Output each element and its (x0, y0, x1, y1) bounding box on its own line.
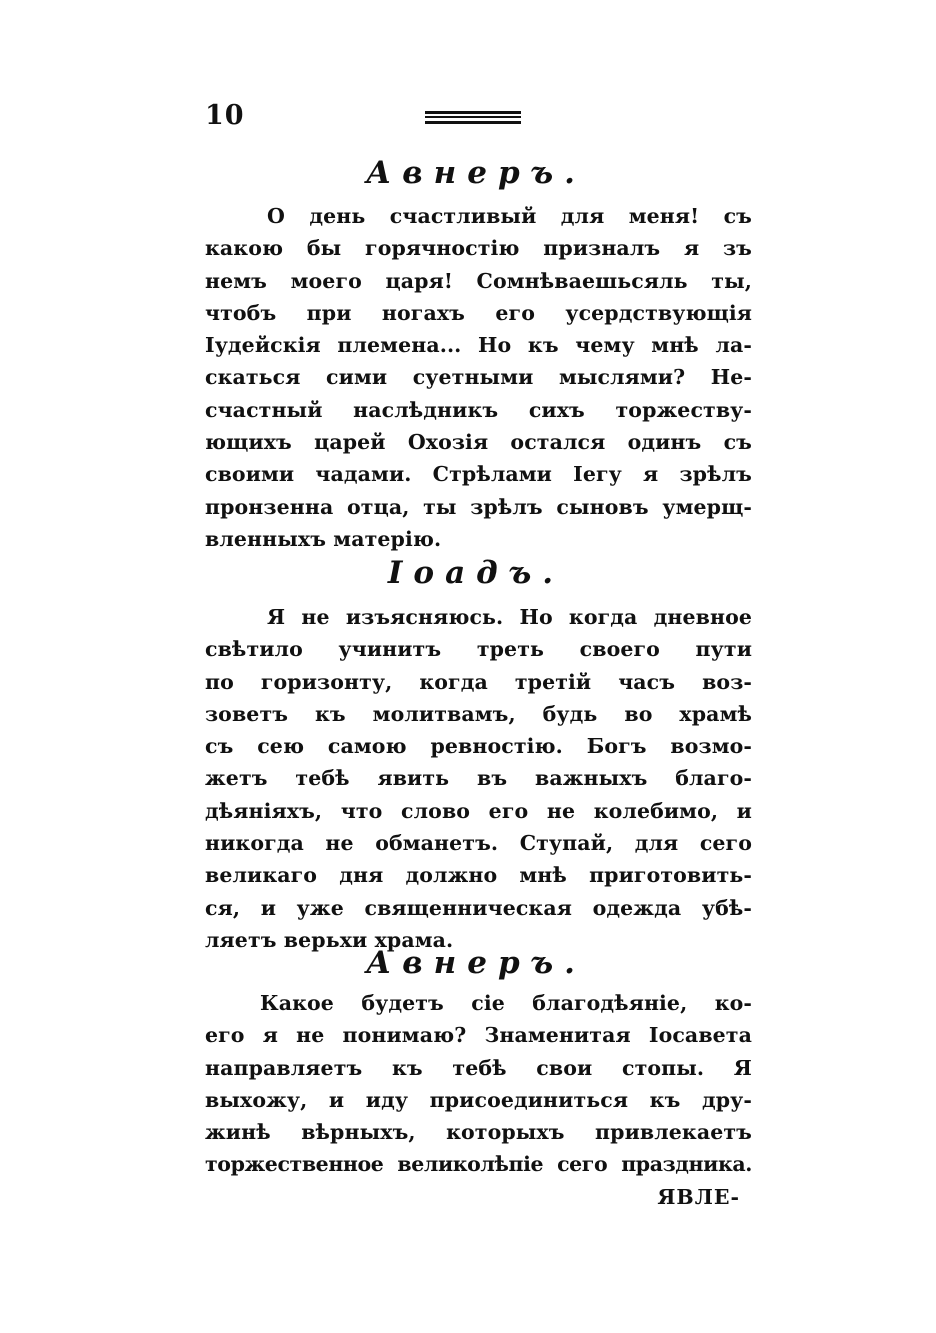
catchword: ЯВЛЕ- (657, 1185, 740, 1209)
text-line: его я не понимаю? Знаменитая Іосавета (205, 1023, 752, 1048)
speech-paragraph-abner-2 (205, 987, 752, 1181)
text-line: счастный наслѣдникъ сихъ торжеству- (205, 397, 752, 422)
text-line: по горизонту, когда третій часъ воз- (205, 669, 752, 694)
text-line: съ сею самою ревностію. Богъ возмо- (205, 734, 752, 759)
header-rule (425, 111, 521, 125)
text-line: пронзенна отца, ты зрѣлъ сыновъ умерщ- (205, 494, 752, 519)
text-line: немъ моего царя! Сомнѣваешьсяль ты, (205, 268, 752, 293)
text-line: великаго дня должно мнѣ приготовить- (205, 863, 752, 888)
text-line: ющихъ царей Охозія остался одинъ съ (205, 430, 752, 455)
text-line: зоветъ къ молитвамъ, будь во храмѣ (205, 701, 752, 726)
text-line: какою бы горячностію призналъ я зъ (205, 236, 752, 261)
text-line: ляетъ верьхи храма. (205, 927, 454, 952)
speaker-heading-joad: Іоадъ. (387, 555, 565, 591)
text-line: никогда не обманетъ. Ступай, для сего (205, 831, 752, 856)
text-line: вленныхъ матерію. (205, 526, 442, 551)
speech-paragraph-joad (205, 601, 752, 956)
text-line: выхожу, и иду присоединиться къ дру- (205, 1087, 752, 1112)
speaker-heading-abner-1: Авнеръ. (366, 155, 586, 191)
text-line: Какое будетъ сіе благодѣяніе, ко- (260, 991, 752, 1015)
text-line: Я не изъясняюсь. Но когда дневное (267, 605, 752, 629)
text-line: О день счастливый для меня! съ (267, 204, 752, 228)
text-line: ся, и уже священническая одежда убѣ- (205, 895, 752, 920)
speaker-heading-abner-2: Авнеръ. (366, 945, 586, 981)
text-line: жетъ тебѣ явить въ важныхъ благо- (205, 766, 752, 791)
speech-paragraph-abner-1 (205, 200, 752, 555)
text-line: чтобъ при ногахъ его усердствующія (205, 300, 752, 325)
text-line: дѣяніяхъ, что слово его не колебимо, и (205, 798, 752, 823)
text-line: торжественное великолѣпіе сего праздника. (205, 1152, 752, 1177)
page-number: 10 (205, 100, 245, 131)
text-line: свѣтило учинитъ треть своего пути (205, 637, 752, 662)
text-line: направляетъ къ тебѣ свои стопы. Я (205, 1055, 752, 1080)
text-line: Іудейскія племена... Но къ чему мнѣ ла- (205, 333, 752, 358)
text-line: скаться сими суетными мыслями? Не- (205, 365, 752, 390)
text-line: жинѣ вѣрныхъ, которыхъ привлекаетъ (205, 1120, 752, 1145)
text-line: своими чадами. Стрѣлами Іегу я зрѣлъ (205, 462, 752, 487)
